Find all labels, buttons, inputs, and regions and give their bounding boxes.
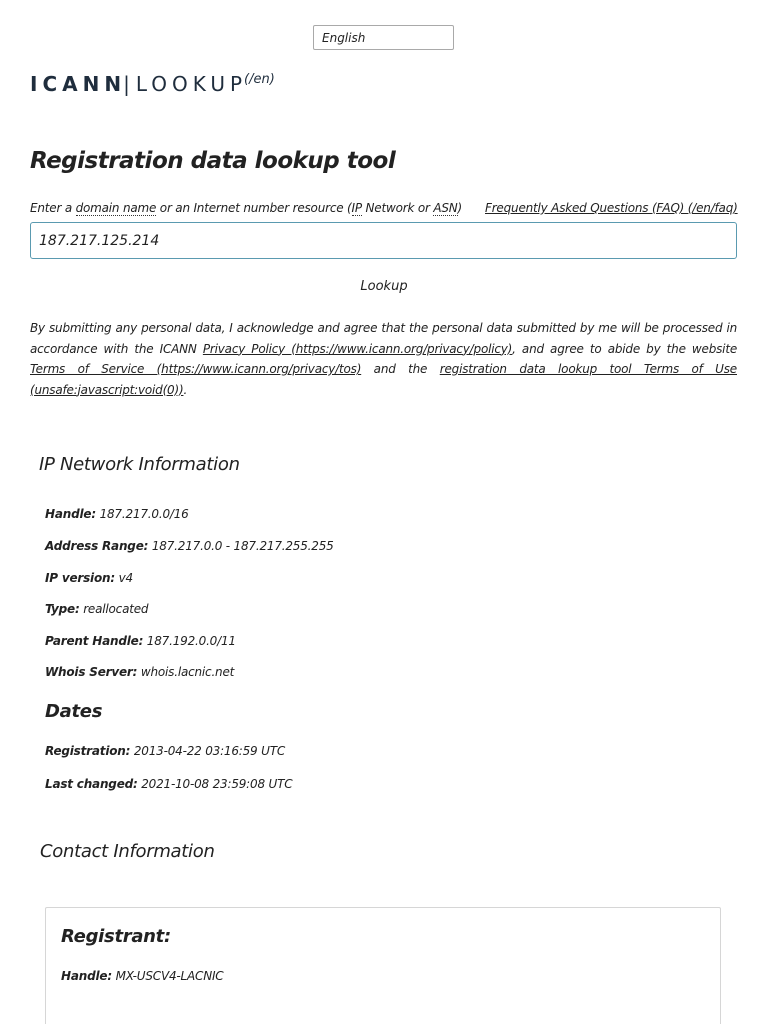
field-handle <box>45 507 189 521</box>
hint-suffix: ) <box>457 201 463 215</box>
icann-lookup-logo[interactable] <box>30 72 275 96</box>
field-label: Type: <box>45 602 80 616</box>
terms-of-service-link[interactable]: Terms of Service (https://www.icann.org/privacy/tos) <box>30 362 362 376</box>
disclaimer-text-1: By submitting any personal data, I acknowledge and agree that the personal data submitted by me will be processed in accordance with the ICANN <box>30 321 737 356</box>
disclaimer-text-4: . <box>183 382 188 397</box>
disclaimer-text-2: , and agree to abide by the website <box>512 341 738 356</box>
ip-abbr: IP <box>351 201 362 215</box>
field-label: Registration: <box>45 744 131 758</box>
field-label: Address Range: <box>45 539 149 553</box>
field-value: v4 <box>118 571 133 585</box>
logo-brand: ICANN <box>30 72 127 96</box>
field-label: Last changed: <box>45 777 138 791</box>
language-select[interactable] <box>313 25 454 50</box>
field-value: MX-USCV4-LACNIC <box>115 969 224 983</box>
logo-separator: | <box>123 72 135 96</box>
contact-heading: Contact Information <box>40 841 215 862</box>
field-label: Whois Server: <box>45 665 138 679</box>
field-value: 2021-10-08 23:59:08 UTC <box>141 777 293 791</box>
field-value: 187.217.0.0/16 <box>99 507 189 521</box>
field-label: Parent Handle: <box>45 634 144 648</box>
logo-product: LOOKUP <box>135 72 248 96</box>
page-title: Registration data lookup tool <box>30 148 396 174</box>
registrant-card <box>45 907 721 1024</box>
lookup-button[interactable]: Lookup <box>360 279 408 294</box>
hint-prefix: Enter a <box>30 201 76 215</box>
field-ip-version <box>45 571 133 585</box>
disclaimer-text-3: and the <box>361 362 440 376</box>
logo-link[interactable]: (/en) <box>244 72 275 87</box>
faq-link[interactable]: Frequently Asked Questions (FAQ) (/en/faq) <box>485 201 738 215</box>
registrant-heading: Registrant: <box>61 926 171 947</box>
dates-heading: Dates <box>45 701 103 722</box>
field-value: whois.lacnic.net <box>140 665 235 679</box>
hint-middle: or an Internet number resource ( <box>156 201 352 215</box>
field-registrant-handle <box>61 969 224 983</box>
field-registration <box>45 744 285 758</box>
ip-network-heading: IP Network Information <box>39 454 240 475</box>
field-value: 2013-04-22 03:16:59 UTC <box>133 744 285 758</box>
hint-network-or: Network or <box>361 201 434 215</box>
field-label: Handle: <box>45 507 96 521</box>
terms-of-use-link[interactable]: registration data lookup tool Terms of Use (unsafe:javascript:void(0)) <box>30 362 737 397</box>
query-hint <box>30 201 462 215</box>
field-whois-server <box>45 665 234 679</box>
search-input-value: 187.217.125.214 <box>39 232 160 249</box>
field-label: IP version: <box>45 571 115 585</box>
privacy-policy-link[interactable]: Privacy Policy (https://www.icann.org/privacy/policy) <box>202 341 513 356</box>
field-last-changed <box>45 777 292 791</box>
field-value: reallocated <box>83 602 149 616</box>
field-type <box>45 602 148 616</box>
field-value: 187.217.0.0 - 187.217.255.255 <box>151 539 334 553</box>
field-value: 187.192.0.0/11 <box>146 634 236 648</box>
domain-name-abbr: domain name <box>75 201 157 215</box>
search-input[interactable] <box>30 222 737 259</box>
language-select-value: English <box>322 31 366 45</box>
asn-abbr: ASN <box>433 201 458 215</box>
field-address-range <box>45 539 334 553</box>
field-label: Handle: <box>61 969 112 983</box>
privacy-disclaimer <box>30 318 737 400</box>
field-parent-handle <box>45 634 236 648</box>
